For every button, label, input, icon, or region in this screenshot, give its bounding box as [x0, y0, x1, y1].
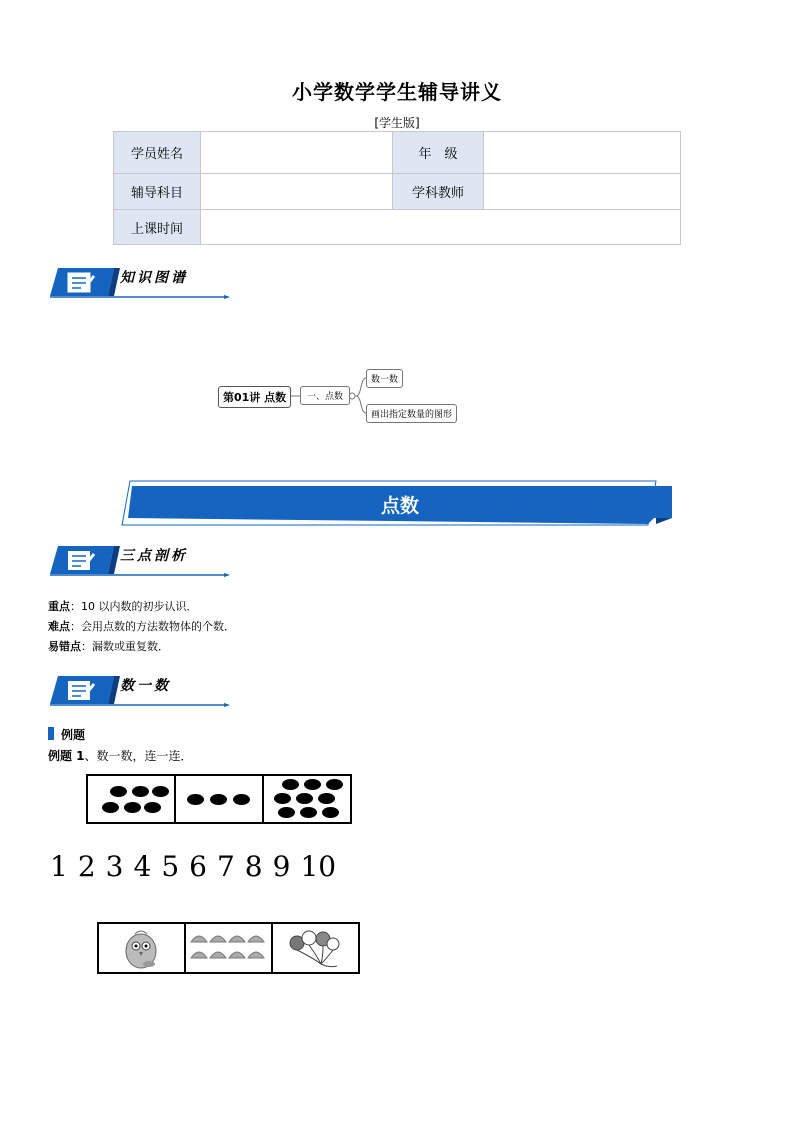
dot [318, 793, 335, 804]
balloons-icon [273, 924, 358, 972]
dot [278, 807, 295, 818]
dot [300, 807, 317, 818]
dot [210, 794, 227, 805]
picture-box-row [97, 922, 360, 974]
chick-icon [99, 924, 184, 972]
number-row [50, 850, 346, 883]
class-time-label: 上课时间 [114, 210, 201, 245]
dot [322, 807, 339, 818]
mindmap-leaf: 画出指定数量的图形 [366, 404, 457, 423]
grade-label: 年 级 [393, 132, 484, 174]
error-point-text: ：漏数或重复数． [81, 640, 169, 653]
number-4[interactable]: 4 [133, 850, 152, 883]
banner-title: 点数 [380, 495, 419, 517]
number-8[interactable]: 8 [244, 850, 263, 883]
section-title: 知识图谱 [120, 270, 188, 286]
mindmap-leaf: 数一数 [366, 369, 403, 388]
subject-label: 辅导科目 [114, 174, 201, 210]
page-subtitle: [学生版] [374, 116, 420, 130]
number-9[interactable]: 9 [272, 850, 291, 883]
key-point-line [48, 598, 198, 614]
difficult-point-line [48, 618, 235, 634]
section-header-three-points [48, 544, 230, 576]
number-5[interactable]: 5 [161, 850, 180, 883]
error-point-line [48, 638, 169, 654]
dot [144, 802, 161, 813]
difficult-point-text: ：会用点数的方法数物体的个数． [70, 620, 235, 633]
page-title: 小学数学学生辅导讲义 [292, 80, 502, 104]
dot [326, 779, 343, 790]
teacher-label: 学科教师 [393, 174, 484, 210]
number-6[interactable]: 6 [189, 850, 207, 883]
dot [102, 802, 119, 813]
section-header-count [48, 674, 230, 706]
dot [233, 794, 250, 805]
balloons-picture-box[interactable] [273, 924, 358, 972]
number-10[interactable]: 10 [300, 850, 337, 883]
key-point-label: 重点 [48, 600, 70, 613]
number-3[interactable]: 3 [105, 850, 124, 883]
example-1-question [48, 747, 193, 764]
example-1-text: 、数一数，连一连． [84, 749, 193, 763]
mindmap-branch: 一、点数 [300, 386, 350, 405]
dot [274, 793, 291, 804]
difficult-point-label: 难点 [48, 620, 70, 633]
dot [282, 779, 299, 790]
section-title: 三点剖析 [120, 548, 188, 564]
dot [187, 794, 204, 805]
example-heading: 例题 [61, 728, 86, 742]
chick-picture-box[interactable] [99, 924, 186, 972]
dots-box-3[interactable] [176, 776, 264, 822]
key-point-text: ：10 以内数的初步认识． [70, 600, 198, 613]
section-title: 数一数 [120, 678, 171, 694]
number-1[interactable]: 1 [50, 850, 68, 883]
example-marker [48, 727, 54, 740]
example-1-label: 例题 1 [48, 749, 85, 763]
dot [296, 793, 313, 804]
mindmap-root: 第01讲 点数 [218, 386, 291, 408]
dot [124, 802, 141, 813]
error-point-label: 易错点 [48, 640, 81, 653]
number-7[interactable]: 7 [216, 850, 235, 883]
shell-icons [186, 924, 271, 972]
dots-box-row [86, 774, 352, 824]
dot [304, 779, 321, 790]
dot [132, 786, 149, 797]
dot [152, 786, 169, 797]
shells-picture-box[interactable] [186, 924, 273, 972]
dots-box-9[interactable] [264, 776, 350, 822]
number-2[interactable]: 2 [77, 850, 96, 883]
student-name-label: 学员姓名 [114, 132, 201, 174]
dot [110, 786, 127, 797]
dots-box-6[interactable] [88, 776, 176, 822]
